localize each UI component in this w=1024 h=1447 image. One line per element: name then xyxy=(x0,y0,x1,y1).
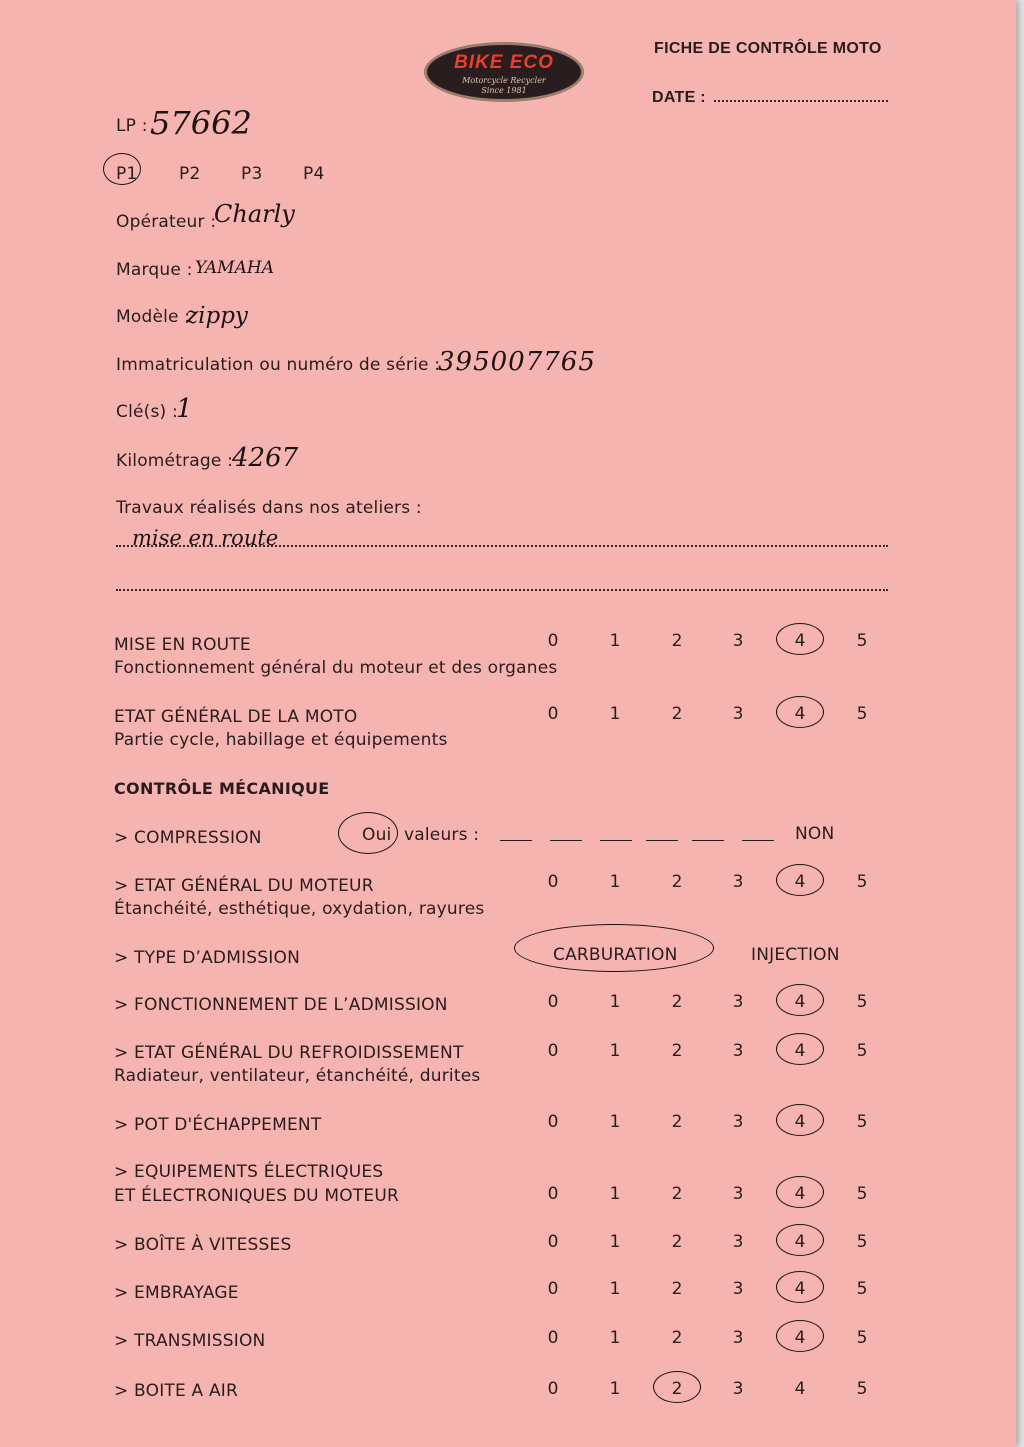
logo-tagline: Motorcycle Recycler Since 1981 xyxy=(462,76,546,95)
embrayage-scale-option-3[interactable]: 3 xyxy=(732,1279,744,1299)
modele-value[interactable]: zippy xyxy=(186,303,248,329)
marque-value[interactable]: YAMAHA xyxy=(195,258,274,278)
bike-eco-logo xyxy=(424,42,584,102)
pot-scale-option-5[interactable]: 5 xyxy=(856,1112,868,1132)
etat-general-scale-selected-circle xyxy=(776,696,824,728)
transmission-title: > TRANSMISSION xyxy=(114,1331,266,1351)
pot-scale-selected-circle xyxy=(776,1104,824,1136)
transmission-scale-option-5[interactable]: 5 xyxy=(856,1328,868,1348)
fonct-admission-title: > FONCTIONNEMENT DE L’ADMISSION xyxy=(114,995,448,1015)
km-value[interactable]: 4267 xyxy=(232,443,299,473)
etat-moteur-scale-selected-circle xyxy=(776,864,824,896)
etat-general-scale-option-1[interactable]: 1 xyxy=(609,704,621,724)
immat-label: Immatriculation ou numéro de série : xyxy=(116,355,441,375)
etat-general-scale-option-4[interactable]: 4 xyxy=(794,704,806,724)
elec-title-1: > EQUIPEMENTS ÉLECTRIQUES xyxy=(114,1162,384,1182)
etat-moteur-scale-option-4[interactable]: 4 xyxy=(794,872,806,892)
boite-air-scale-option-5[interactable]: 5 xyxy=(856,1379,868,1399)
boite-air-title: > BOITE A AIR xyxy=(114,1381,239,1401)
operateur-label: Opérateur : xyxy=(116,212,217,232)
date-label: DATE : xyxy=(652,89,706,106)
elec-scale-option-3[interactable]: 3 xyxy=(732,1184,744,1204)
boite-title: > BOÎTE À VITESSES xyxy=(114,1235,292,1255)
boite-scale-option-2[interactable]: 2 xyxy=(671,1232,683,1252)
mise-en-route-scale-option-4[interactable]: 4 xyxy=(794,631,806,651)
elec-scale-selected-circle xyxy=(776,1176,824,1208)
travaux-value[interactable]: mise en route xyxy=(132,526,279,550)
fonct-admission-scale-option-1[interactable]: 1 xyxy=(609,992,621,1012)
compression-value-2[interactable] xyxy=(550,840,582,841)
refroid-scale-option-0[interactable]: 0 xyxy=(547,1041,559,1061)
elec-scale-option-5[interactable]: 5 xyxy=(856,1184,868,1204)
km-label: Kilométrage : xyxy=(116,451,234,471)
etat-moteur-scale-option-5[interactable]: 5 xyxy=(856,872,868,892)
mise-en-route-title: MISE EN ROUTE xyxy=(114,635,251,655)
boite-air-scale-option-2[interactable]: 2 xyxy=(671,1379,683,1399)
travaux-line-2[interactable] xyxy=(116,589,888,591)
compression-value-4[interactable] xyxy=(646,840,678,841)
transmission-scale-option-2[interactable]: 2 xyxy=(671,1328,683,1348)
boite-scale-selected-circle xyxy=(776,1224,824,1256)
etat-moteur-subtitle: Étanchéité, esthétique, oxydation, rayures xyxy=(114,899,485,919)
boite-scale-option-1[interactable]: 1 xyxy=(609,1232,621,1252)
transmission-scale-selected-circle xyxy=(776,1320,824,1352)
etat-moteur-scale-option-2[interactable]: 2 xyxy=(671,872,683,892)
pot-scale-option-3[interactable]: 3 xyxy=(732,1112,744,1132)
embrayage-scale-option-0[interactable]: 0 xyxy=(547,1279,559,1299)
transmission-scale-option-1[interactable]: 1 xyxy=(609,1328,621,1348)
pot-scale-option-0[interactable]: 0 xyxy=(547,1112,559,1132)
etat-moteur-title: > ETAT GÉNÉRAL DU MOTEUR xyxy=(114,876,374,896)
etat-general-subtitle: Partie cycle, habillage et équipements xyxy=(114,730,448,750)
elec-scale-option-4[interactable]: 4 xyxy=(794,1184,806,1204)
admission-injection[interactable]: INJECTION xyxy=(751,945,840,965)
compression-valeurs: valeurs : xyxy=(404,825,480,845)
boite-scale-option-5[interactable]: 5 xyxy=(856,1232,868,1252)
refroid-scale-option-5[interactable]: 5 xyxy=(856,1041,868,1061)
sheet-title: FICHE DE CONTRÔLE MOTO xyxy=(654,40,882,57)
position-p1[interactable]: P1 xyxy=(116,164,138,184)
compression-value-1[interactable] xyxy=(500,840,532,841)
lp-label: LP : xyxy=(116,116,148,136)
compression-selected-circle xyxy=(338,812,398,854)
refroid-scale-option-1[interactable]: 1 xyxy=(609,1041,621,1061)
compression-oui[interactable]: Oui xyxy=(362,825,392,845)
refroid-scale-option-4[interactable]: 4 xyxy=(794,1041,806,1061)
fonct-admission-scale-option-3[interactable]: 3 xyxy=(732,992,744,1012)
immat-value[interactable]: 395007765 xyxy=(438,347,596,377)
compression-value-3[interactable] xyxy=(600,840,632,841)
etat-general-scale-option-3[interactable]: 3 xyxy=(732,704,744,724)
cles-label: Clé(s) : xyxy=(116,402,178,422)
elec-scale-option-1[interactable]: 1 xyxy=(609,1184,621,1204)
position-p2[interactable]: P2 xyxy=(179,164,201,184)
compression-value-5[interactable] xyxy=(692,840,724,841)
travaux-label: Travaux réalisés dans nos ateliers : xyxy=(116,498,422,518)
fonct-admission-scale-selected-circle xyxy=(776,984,824,1016)
lp-value[interactable]: 57662 xyxy=(150,104,252,142)
compression-label: > COMPRESSION xyxy=(114,828,262,848)
boite-air-scale-selected-circle xyxy=(653,1371,701,1403)
boite-air-scale-option-4[interactable]: 4 xyxy=(794,1379,806,1399)
refroid-scale-selected-circle xyxy=(776,1033,824,1065)
admission-selected-circle xyxy=(514,924,714,972)
cles-value[interactable]: 1 xyxy=(176,394,193,424)
elec-scale-option-2[interactable]: 2 xyxy=(671,1184,683,1204)
fonct-admission-scale-option-0[interactable]: 0 xyxy=(547,992,559,1012)
etat-moteur-scale-option-3[interactable]: 3 xyxy=(732,872,744,892)
elec-title-2: ET ÉLECTRONIQUES DU MOTEUR xyxy=(114,1186,399,1206)
transmission-scale-option-4[interactable]: 4 xyxy=(794,1328,806,1348)
mise-en-route-scale-option-3[interactable]: 3 xyxy=(732,631,744,651)
position-p4[interactable]: P4 xyxy=(303,164,325,184)
mise-en-route-scale-option-0[interactable]: 0 xyxy=(547,631,559,651)
transmission-scale-option-0[interactable]: 0 xyxy=(547,1328,559,1348)
embrayage-scale-selected-circle xyxy=(776,1271,824,1303)
etat-general-scale-option-0[interactable]: 0 xyxy=(547,704,559,724)
modele-label: Modèle : xyxy=(116,307,191,327)
position-selected-circle xyxy=(103,153,141,185)
position-p3[interactable]: P3 xyxy=(241,164,263,184)
fonct-admission-scale-option-5[interactable]: 5 xyxy=(856,992,868,1012)
operateur-value[interactable]: Charly xyxy=(214,200,295,228)
controle-title: CONTRÔLE MÉCANIQUE xyxy=(114,779,330,798)
mise-en-route-subtitle: Fonctionnement général du moteur et des organes xyxy=(114,658,558,678)
refroid-scale-option-2[interactable]: 2 xyxy=(671,1041,683,1061)
elec-scale-option-0[interactable]: 0 xyxy=(547,1184,559,1204)
date-line[interactable] xyxy=(714,100,888,102)
admission-label: > TYPE D’ADMISSION xyxy=(114,948,301,968)
mise-en-route-scale-selected-circle xyxy=(776,623,824,655)
marque-label: Marque : xyxy=(116,260,193,280)
fonct-admission-scale-option-4[interactable]: 4 xyxy=(794,992,806,1012)
compression-value-6[interactable] xyxy=(742,840,774,841)
etat-moteur-scale-option-1[interactable]: 1 xyxy=(609,872,621,892)
embrayage-scale-option-4[interactable]: 4 xyxy=(794,1279,806,1299)
mise-en-route-scale-option-5[interactable]: 5 xyxy=(856,631,868,651)
boite-scale-option-3[interactable]: 3 xyxy=(732,1232,744,1252)
logo-brand: BIKE ECO xyxy=(454,52,554,73)
embrayage-title: > EMBRAYAGE xyxy=(114,1283,239,1303)
mise-en-route-scale-option-2[interactable]: 2 xyxy=(671,631,683,651)
compression-non[interactable]: NON xyxy=(795,824,835,844)
fonct-admission-scale-option-2[interactable]: 2 xyxy=(671,992,683,1012)
transmission-scale-option-3[interactable]: 3 xyxy=(732,1328,744,1348)
admission-carburation[interactable]: CARBURATION xyxy=(553,945,678,965)
refroid-scale-option-3[interactable]: 3 xyxy=(732,1041,744,1061)
etat-general-scale-option-5[interactable]: 5 xyxy=(856,704,868,724)
pot-scale-option-2[interactable]: 2 xyxy=(671,1112,683,1132)
boite-scale-option-4[interactable]: 4 xyxy=(794,1232,806,1252)
boite-air-scale-option-3[interactable]: 3 xyxy=(732,1379,744,1399)
mise-en-route-scale-option-1[interactable]: 1 xyxy=(609,631,621,651)
embrayage-scale-option-1[interactable]: 1 xyxy=(609,1279,621,1299)
pot-title: > POT D'ÉCHAPPEMENT xyxy=(114,1115,322,1135)
refroid-subtitle: Radiateur, ventilateur, étanchéité, durites xyxy=(114,1066,481,1086)
pot-scale-option-1[interactable]: 1 xyxy=(609,1112,621,1132)
refroid-title: > ETAT GÉNÉRAL DU REFROIDISSEMENT xyxy=(114,1043,464,1063)
etat-general-title: ETAT GÉNÉRAL DE LA MOTO xyxy=(114,707,358,727)
embrayage-scale-option-2[interactable]: 2 xyxy=(671,1279,683,1299)
boite-air-scale-option-1[interactable]: 1 xyxy=(609,1379,621,1399)
pot-scale-option-4[interactable]: 4 xyxy=(794,1112,806,1132)
etat-general-scale-option-2[interactable]: 2 xyxy=(671,704,683,724)
etat-moteur-scale-option-0[interactable]: 0 xyxy=(547,872,559,892)
boite-air-scale-option-0[interactable]: 0 xyxy=(547,1379,559,1399)
embrayage-scale-option-5[interactable]: 5 xyxy=(856,1279,868,1299)
boite-scale-option-0[interactable]: 0 xyxy=(547,1232,559,1252)
